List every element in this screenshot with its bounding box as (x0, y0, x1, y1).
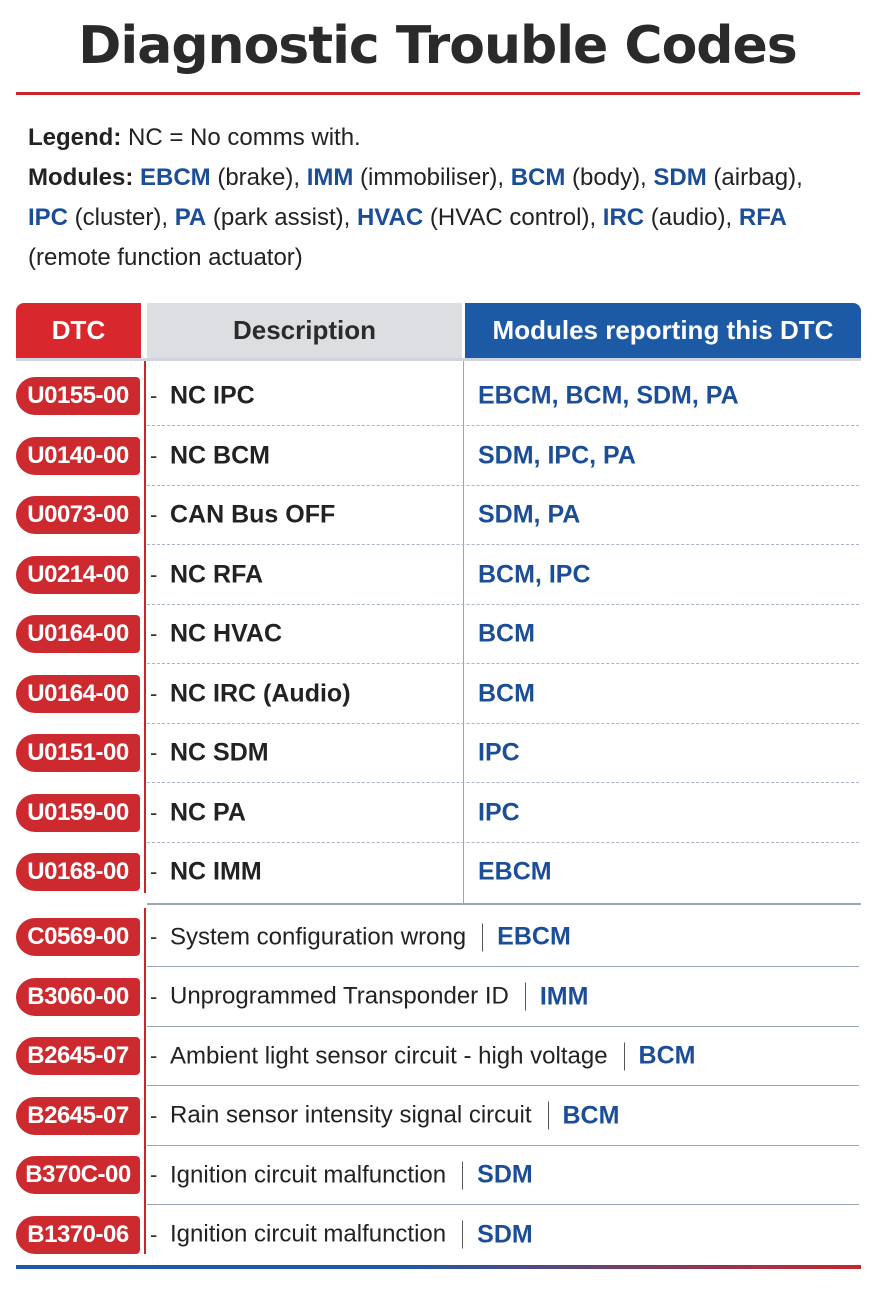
module-code: IPC (28, 204, 69, 231)
module-description: (brake), (210, 164, 307, 191)
legend (28, 118, 848, 278)
dtc-modules: IPC (478, 738, 520, 767)
dtc-code: B2645-07 (16, 1097, 140, 1135)
module-description: (immobiliser), (353, 164, 511, 191)
dtc-description: Ignition circuit malfunction (170, 1161, 447, 1188)
dtc-modules: EBCM, BCM, SDM, PA (478, 381, 739, 410)
separator (624, 1042, 625, 1070)
module-description: (remote function actuator) (28, 204, 794, 271)
page-title: Diagnostic Trouble Codes (78, 16, 797, 76)
dtc-description: System configuration wrong (170, 923, 467, 950)
row-dash: - (150, 621, 158, 646)
dtc-modules: EBCM (478, 857, 552, 886)
dtc-code: U0155-00 (16, 377, 140, 415)
table-row (0, 426, 875, 486)
dtc-modules: EBCM (497, 922, 571, 951)
dtc-code: U0164-00 (16, 675, 140, 713)
dtc-detail (170, 923, 571, 952)
row-dash: - (150, 502, 158, 527)
dtc-modules: IMM (539, 982, 589, 1010)
dtc-modules: SDM (477, 1160, 533, 1189)
dtc-modules: BCM (638, 1041, 696, 1070)
bottom-divider (16, 1265, 861, 1269)
table-row (0, 604, 875, 664)
dtc-code: U0140-00 (16, 437, 140, 475)
dtc-description: NC BCM (170, 441, 270, 469)
row-dash: - (150, 1043, 158, 1068)
row-dash: - (150, 799, 158, 825)
dtc-description: NC RFA (170, 560, 264, 588)
dtc-modules: SDM (477, 1220, 533, 1248)
dtc-code: B2645-07 (16, 1037, 140, 1075)
dtc-code: U0164-00 (16, 615, 140, 653)
modules-list (28, 158, 848, 278)
dtc-description: NC HVAC (170, 619, 283, 648)
module-code: IMM (306, 164, 354, 191)
dtc-description: NC SDM (170, 738, 269, 767)
dtc-description: NC IPC (170, 381, 255, 410)
row-dash: - (150, 1162, 158, 1187)
table-row (0, 783, 875, 843)
table-row (0, 664, 875, 724)
separator (462, 1161, 463, 1189)
row-dash: - (150, 924, 158, 949)
dtc-code: U0214-00 (16, 556, 140, 594)
dtc-detail (170, 1101, 619, 1130)
dtc-description: NC IRC (Audio) (170, 679, 351, 707)
modules-items (28, 164, 809, 271)
module-description: (cluster), (68, 204, 175, 231)
row-dash: - (150, 561, 158, 587)
module-code: EBCM (140, 164, 211, 191)
dtc-modules: BCM (478, 619, 535, 648)
table-row (0, 545, 875, 605)
legend-label: Legend: (28, 124, 122, 151)
dtc-modules: BCM, IPC (478, 560, 591, 588)
header-dtc: DTC (16, 303, 141, 358)
table-row (0, 1205, 875, 1265)
legend-line (28, 118, 848, 158)
table-row (0, 967, 875, 1027)
row-dash: - (150, 1221, 158, 1247)
table-row (0, 1145, 875, 1205)
module-description: (audio), (644, 204, 739, 231)
dtc-code: B1370-06 (16, 1216, 140, 1254)
title-divider (16, 92, 860, 95)
table-row (0, 723, 875, 783)
dtc-description: Unprogrammed Transponder ID (170, 982, 509, 1010)
table-row (0, 1026, 875, 1086)
dtc-detail (170, 1161, 533, 1190)
module-code: IRC (602, 204, 645, 231)
dtc-modules: BCM (478, 679, 535, 707)
header-description: Description (147, 303, 462, 358)
module-description: (park assist), (206, 204, 357, 231)
table-row (0, 1086, 875, 1146)
dtc-description: Ambient light sensor circuit - high voltage (170, 1042, 608, 1069)
row-dash: - (150, 680, 158, 706)
table-row (0, 842, 875, 902)
row-dash: - (150, 1102, 158, 1128)
header-divider (16, 358, 861, 361)
dtc-code: U0073-00 (16, 496, 140, 534)
dtc-detail (170, 1042, 695, 1071)
section-divider (147, 903, 861, 905)
legend-text: NC = No comms with. (128, 124, 361, 151)
dtc-modules: BCM (562, 1101, 620, 1129)
modules-label: Modules: (28, 164, 134, 191)
dtc-code: U0151-00 (16, 734, 140, 772)
module-code: PA (174, 204, 207, 231)
module-description: (HVAC control), (423, 204, 603, 231)
dtc-description: NC IMM (170, 857, 262, 886)
module-code: HVAC (356, 204, 424, 231)
dtc-description: NC PA (170, 798, 246, 826)
dtc-code: B370C-00 (16, 1156, 140, 1194)
header-modules: Modules reporting this DTC (465, 303, 861, 358)
row-dash: - (150, 859, 158, 884)
row-dash: - (150, 740, 158, 765)
table-row (0, 485, 875, 545)
dtc-description: Rain sensor intensity signal circuit (170, 1101, 532, 1129)
dtc-code: U0168-00 (16, 853, 140, 891)
dtc-code: U0159-00 (16, 794, 140, 832)
dtc-code: C0569-00 (16, 918, 140, 956)
module-description: (body), (565, 164, 654, 191)
dtc-modules: IPC (478, 798, 520, 826)
separator (548, 1102, 549, 1130)
module-description: (airbag), (706, 164, 810, 191)
separator (525, 983, 526, 1011)
separator (462, 1221, 463, 1249)
dtc-code: B3060-00 (16, 978, 140, 1016)
table-row (0, 366, 875, 426)
dtc-modules: SDM, IPC, PA (478, 441, 636, 469)
row-dash: - (150, 983, 158, 1009)
table-row (0, 907, 875, 967)
dtc-modules: SDM, PA (478, 500, 581, 529)
dtc-detail (170, 1220, 533, 1249)
row-dash: - (150, 383, 158, 408)
dtc-description: CAN Bus OFF (170, 500, 336, 529)
row-dash: - (150, 442, 158, 468)
dtc-detail (170, 982, 588, 1011)
dtc-description: Ignition circuit malfunction (170, 1220, 447, 1248)
module-code: BCM (510, 164, 566, 191)
module-code: SDM (653, 164, 707, 191)
separator (482, 923, 483, 951)
module-code: RFA (738, 204, 787, 231)
